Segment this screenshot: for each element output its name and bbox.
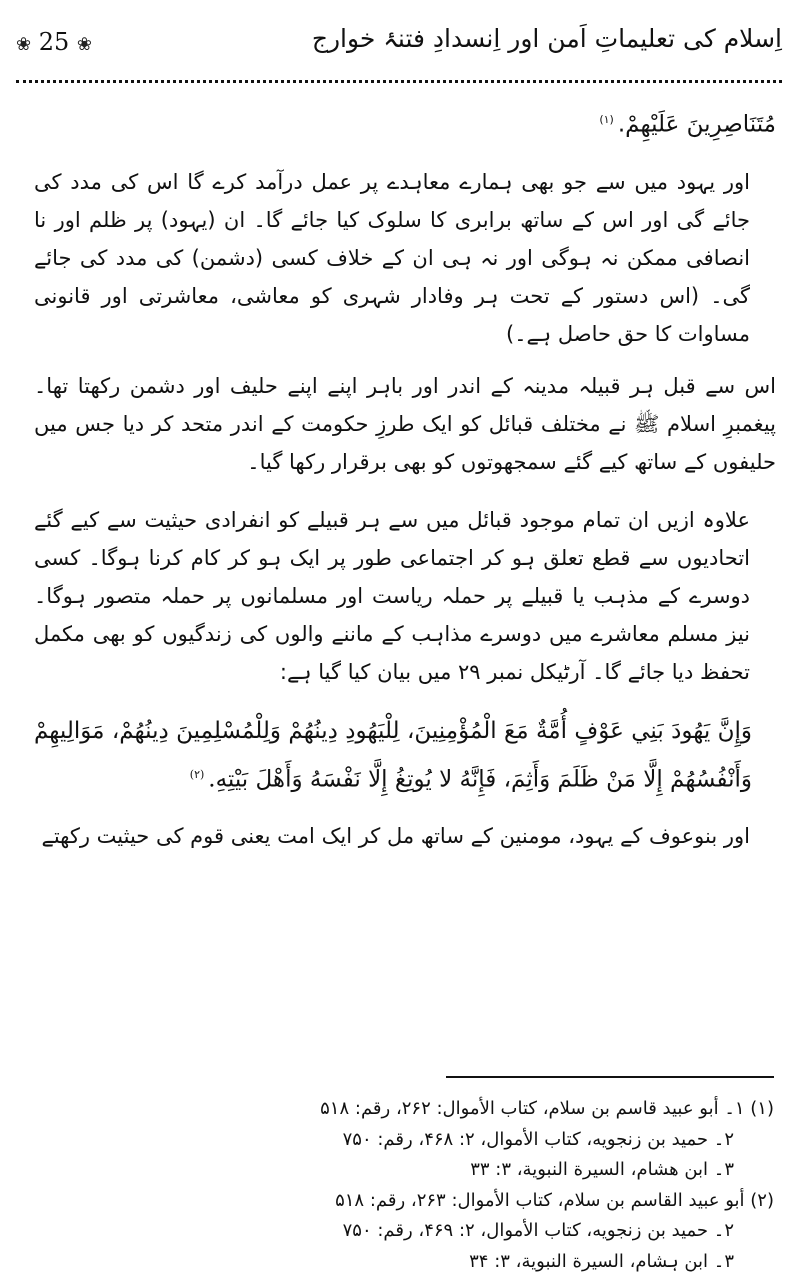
opening-arabic-quote (34, 98, 776, 147)
footnote-line: ۲۔ حميد بن زنجويه، كتاب الأموال، ۲: ۴۶۸، رقم: ۷۵۰ (200, 1125, 774, 1156)
footnote-divider (446, 1076, 774, 1078)
footnote-line: (۲) أبو عبيد القاسم بن سلام، كتاب الأموال: ۲۶۳، رقم: ۵۱۸ (200, 1186, 774, 1217)
paragraph: علاوہ ازیں ان تمام موجود قبائل میں سے ہر قبیلے کو انفرادی حیثیت سے کیے گئے اتحادیوں سے قطع تعلق ہو کر اجتماعی طور پر ایک ہو کر کام کرنا ہوگا۔ کسی دوسرے کے مذہب یا قبیلے پر حملہ ریاست اور مسلمانوں پر حملہ متصور ہوگا۔ نیز مسلم معاشرے میں دوسرے مذاہب کے ماننے والوں کی زندگیوں کو بھی مکمل تحفظ دیا جائے گا۔ آرٹیکل نمبر ۲۹ میں بیان کیا گیا ہے: (34, 501, 776, 691)
footnote-line: ۳۔ ابن هشام، السيرة النبوية، ۳: ۳۳ (200, 1155, 774, 1186)
arabic-quote-text: وَإِنَّ يَهُودَ بَنِي عَوْفٍ أُمَّةٌ مَعَ الْمُؤْمِنِينَ، لِلْيَهُودِ دِينُهُمْ وَلِلْمُسْلِمِينَ دِينُهُمْ، مَوَالِيهِمْ وَأَنْفُسُهُمْ إِلَّا مَنْ ظَلَمَ وَأَثِمَ، فَإِنَّهُ لا يُوتِغُ إِلَّا نَفْسَهُ وَأَهْلَ بَيْتِهِ. (34, 718, 752, 793)
header-divider (16, 80, 782, 83)
running-header (16, 24, 782, 74)
page-number-box (16, 28, 92, 56)
ornament-icon: ❀ (16, 34, 31, 55)
book-title: اِسلام کی تعلیماتِ اَمن اور اِنسدادِ فتنۂ خوارج (312, 24, 782, 53)
opening-quote-text: مُتَنَاصِرِينَ عَلَيْهِمْ. (618, 112, 776, 138)
footnote-line: ۳۔ ابن ہشام، السيرة النبوية، ۳: ۳۴ (200, 1247, 774, 1277)
ornament-icon: ❀ (77, 34, 92, 55)
paragraph: اور بنوعوف کے یہود، مومنین کے ساتھ مل کر ایک امت یعنی قوم کی حیثیت رکھتے (34, 817, 776, 855)
footnote-ref: (۱) (599, 113, 614, 126)
footnotes (200, 1094, 774, 1277)
footnote-line: ۲۔ حميد بن زنجويه، كتاب الأموال، ۲: ۴۶۹، رقم: ۷۵۰ (200, 1216, 774, 1247)
main-text (34, 98, 776, 855)
footnote-line: (۱) ۱۔ أبو عبيد قاسم بن سلام، كتاب الأموال: ۲۶۲، رقم: ۵۱۸ (200, 1094, 774, 1125)
page-number: 25 (39, 28, 70, 56)
footnote-ref: (۲) (190, 768, 205, 781)
arabic-quote (34, 709, 776, 802)
paragraph: اس سے قبل ہر قبیلہ مدینہ کے اندر اور باہر اپنے اپنے حلیف اور دشمن رکھتا تھا۔ پیغمبرِ اسلام ﷺ نے مختلف قبائل کو ایک طرزِ حکومت کے اندر متحد کر دیا جس میں حلیفوں کے ساتھ کیے گئے سمجھوتوں کو بھی برقرار رکھا گیا۔ (34, 367, 776, 481)
paragraph: اور یہود میں سے جو بھی ہمارے معاہدے پر عمل درآمد کرے گا اس کی مدد کی جائے گی اور اس کے ساتھ برابری کا سلوک کیا جائے گا۔ ان (یہود) پر ظلم اور نا انصافی ممکن نہ ہوگی اور نہ ہی ان کے خلاف کسی (دشمن) کی مدد کی جائے گی۔ (اس دستور کے تحت ہر وفادار شہری کو معاشی، معاشرتی اور قانونی مساوات کا حق حاصل ہے۔) (34, 163, 776, 353)
